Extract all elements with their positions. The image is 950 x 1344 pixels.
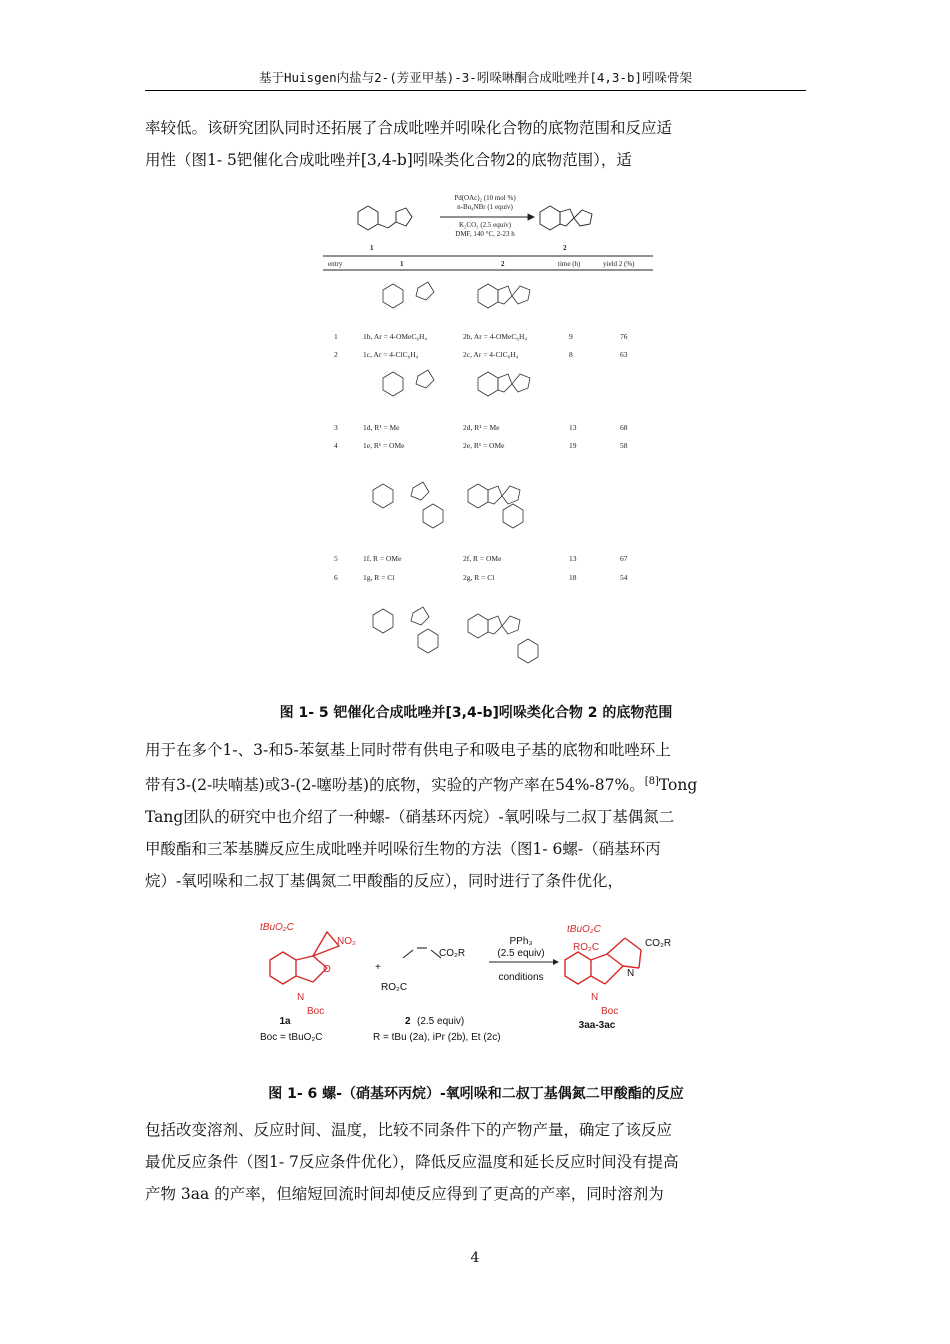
product-label: 2: [563, 244, 567, 252]
col-header: entry: [328, 260, 343, 268]
running-header: 基于Huisgen内盐与2-(芳亚甲基)-3-吲哚啉酮合成吡唑并[4,3-b]吲哚骨架: [258, 70, 693, 85]
table-cell-yield: 67: [620, 554, 628, 563]
table-cell-yield: 58: [620, 441, 628, 450]
citation-ref: [8]: [644, 776, 659, 787]
page-number: 4: [470, 1250, 480, 1266]
table-cell-yield: 63: [620, 350, 628, 359]
condition-text: K₂CO₃ (2.5 equiv): [458, 221, 512, 229]
text-line: 用性（图1- 5钯催化合成吡唑并[3,4-b]吲哚类化合物2的底物范围），适: [145, 151, 632, 169]
table-cell-prod: 2b, Ar = 4-OMeC₆H₄: [463, 332, 528, 341]
text-line: 率较低。该研究团队同时还拓展了合成吡唑并吲哚化合物的底物范围和反应适: [145, 119, 673, 137]
table-cell-prod: 2f, R = OMe: [463, 554, 502, 563]
condition-text: n-Bu₄NBr (1 equiv): [457, 203, 513, 211]
col-header: 2: [501, 260, 505, 268]
table-cell-sub: 1f, R = OMe: [363, 554, 402, 563]
structure-sketch: [383, 284, 403, 308]
reagent: PPh₃: [509, 936, 533, 947]
paragraph-3: [145, 1114, 807, 1210]
table-cell-entry: 6: [334, 573, 338, 582]
svg-text:N: N: [627, 968, 635, 979]
table-cell-time: 13: [569, 423, 577, 432]
col-header: 1: [400, 260, 404, 268]
table-cell-entry: 3: [334, 423, 338, 432]
text-line: 产物 3aa 的产率，但缩短回流时间却使反应得到了更高的产率，同时溶剂为: [145, 1185, 664, 1203]
figure-1-6: [255, 910, 705, 1050]
table-cell-yield: 54: [620, 573, 628, 582]
text-segment: Tong: [658, 776, 698, 795]
paragraph-1: [145, 112, 807, 176]
table-cell-prod: 2g, R = Cl: [463, 573, 495, 582]
svg-text:+: +: [375, 962, 381, 973]
text-line: 用于在多个1-、3-和5-苯氨基上同时带有供电子和吸电子基的底物和吡唑环上: [145, 741, 671, 759]
svg-text:tBuO₂C: tBuO₂C: [567, 924, 601, 935]
reactant-label: 1: [370, 244, 374, 252]
condition-text: DMF, 140 °C, 2-23 h: [455, 230, 515, 238]
table-cell-entry: 5: [334, 554, 338, 563]
svg-text:Boc: Boc: [601, 1006, 619, 1017]
sub2-equiv: (2.5 equiv): [417, 1016, 465, 1027]
svg-text:RO₂C: RO₂C: [573, 942, 600, 953]
table-cell-yield: 68: [620, 423, 628, 432]
product-benzene-ring: [540, 206, 560, 230]
figure-1-6-caption: 图 1- 6 螺-（硝基环丙烷）-氧吲哚和二叔丁基偶氮二甲酸酯的反应: [268, 1086, 684, 1102]
table-cell-entry: 4: [334, 441, 338, 450]
header-rule: [145, 90, 806, 91]
svg-text:O: O: [323, 964, 331, 975]
text-line: 烷）-氧吲哚和二叔丁基偶氮二甲酸酯的反应），同时进行了条件优化，: [145, 872, 623, 891]
table-cell-sub: 1d, R¹ = Me: [363, 423, 400, 432]
reagent-equiv: (2.5 equiv): [497, 948, 545, 959]
r-definition: R = tBu (2a), iPr (2b), Et (2c): [373, 1032, 501, 1043]
table-cell-time: 13: [569, 554, 577, 563]
prod-label: 3aa-3ac: [578, 1020, 616, 1031]
sub1-label: 1a: [279, 1016, 291, 1027]
table-cell-entry: 2: [334, 350, 338, 359]
table-cell-prod: 2d, R¹ = Me: [463, 423, 500, 432]
table-cell-time: 9: [569, 332, 573, 341]
svg-text:NO₂: NO₂: [337, 936, 356, 947]
table-cell-sub: 1e, R¹ = OMe: [363, 441, 405, 450]
svg-text:Boc: Boc: [307, 1006, 325, 1017]
table-cell-time: 19: [569, 441, 577, 450]
conditions-label: conditions: [498, 972, 544, 983]
table-cell-time: 8: [569, 350, 573, 359]
text-line: 最优反应条件（图1- 7反应条件优化），降低反应温度和延长反应时间没有提高: [145, 1153, 679, 1171]
table-cell-sub: 1c, Ar = 4-ClC₆H₄: [363, 350, 419, 359]
table-cell-entry: 1: [334, 332, 338, 341]
text-line: 包括改变溶剂、反应时间、温度，比较不同条件下的产物产量，确定了该反应: [145, 1121, 673, 1139]
paragraph-2: [145, 734, 807, 897]
table-cell-yield: 76: [620, 332, 628, 341]
substrate-1a-structure: [270, 932, 339, 984]
figure-1-5-caption: 图 1- 5 钯催化合成吡唑并[3,4-b]吲哚类化合物 2 的底物范围: [279, 705, 673, 721]
svg-text:tBuO₂C: tBuO₂C: [260, 922, 294, 933]
svg-text:CO₂R: CO₂R: [439, 948, 466, 959]
text-segment: 带有3-(2-呋喃基)或3-(2-噻吩基)的底物，实验的产物产率在54%-87%。: [145, 776, 645, 795]
table-cell-prod: 2c, Ar = 4-ClC₆H₄: [463, 350, 519, 359]
col-header: time (h): [558, 260, 581, 268]
table-cell-sub: 1b, Ar = 4-OMeC₆H₄: [363, 332, 428, 341]
svg-text:CO₂R: CO₂R: [645, 938, 672, 949]
figure-1-5: [318, 190, 658, 690]
svg-text:RO₂C: RO₂C: [381, 982, 408, 993]
text-line: [145, 766, 807, 801]
text-line: 甲酸酯和三苯基膦反应生成吡唑并吲哚衍生物的方法（图1- 6螺-（硝基环丙: [145, 840, 661, 859]
col-header: yield 2 (%): [603, 260, 635, 268]
table-cell-sub: 1g, R = Cl: [363, 573, 395, 582]
svg-text:N: N: [297, 992, 305, 1003]
sub2-label: 2: [405, 1016, 411, 1027]
reactant-benzene-ring: [358, 206, 378, 230]
svg-text:N: N: [591, 992, 599, 1003]
condition-text: Pd(OAc)₂ (10 mol %): [454, 194, 516, 202]
text-line: Tang团队的研究中也介绍了一种螺-（硝基环丙烷）-氧吲哚与二叔丁基偶氮二: [145, 808, 675, 827]
reactant-pyrazole-ring: [396, 208, 412, 226]
table-cell-prod: 2e, R¹ = OMe: [463, 441, 505, 450]
boc-definition: Boc = tBuO₂C: [260, 1032, 323, 1043]
table-cell-time: 18: [569, 573, 577, 582]
